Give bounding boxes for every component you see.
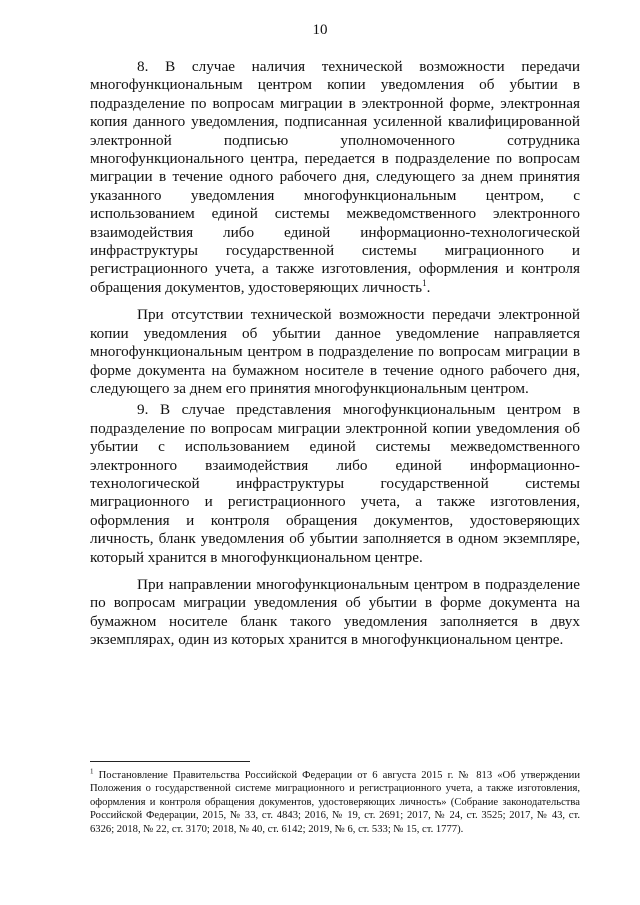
page-number: 10 <box>312 22 328 38</box>
document-body <box>90 58 580 653</box>
paragraph-9: 9. В случае представления многофункциональным центром в подразделение по вопросам миграции электронной копии уведомления об убытии с использованием единой системы межведомственного электронного взаимодействия либо единой информационно-технологической инфраструктуры государственной системы миграционного и регистрационного учета, а также изготовления, оформления и контроля обращения документов, удостоверяющих личность, бланк уведомления об убытии заполняется в одном экземпляре, который хранится в многофункциональном центре. <box>90 401 580 566</box>
footnote <box>90 769 580 836</box>
footnote-reference: 1 <box>422 277 427 288</box>
paragraph-8-continuation: При отсутствии технической возможности передачи электронной копии уведомления об убытии данное уведомление направляется многофункциональным центром в подразделение по вопросам миграции в форме документа на бумажном носителе в течение одного рабочего дня, следующего за днем его принятия многофункциональным центром. <box>90 306 580 397</box>
paragraph-8 <box>90 58 580 297</box>
footnote-text: Постановление Правительства Российской Федерации от 6 августа 2015 г. № 813 «Об утверждении Положения о государственной системе миграционного и регистрационного учета, а также изготовления, оформления и контроля обращения документов, удостоверяющих личность» (Собрание законодательства Российской Федерации, 2015, № 33, ст. 4843; 2016, № 19, ст. 2691; 2017, № 24, ст. 3525; 2017, № 43, ст. 6326; 2018, № 22, ст. 3170; 2018, № 40, ст. 6142; 2019, № 6, ст. 533; № 15, ст. 1777). <box>90 770 580 835</box>
paragraph-9-continuation: При направлении многофункциональным центром в подразделение по вопросам миграции уведомления об убытии в форме документа на бумажном носителе бланк такого уведомления заполняется в двух экземплярах, один из которых хранится в многофункциональном центре. <box>90 575 580 649</box>
paragraph-8-text: 8. В случае наличия технической возможности передачи многофункциональным центром копии уведомления об убытии в подразделение по вопросам миграции в электронной форме, электронная копия данного уведомления, подписанная усиленной квалифицированной электронной подписью уполномоченного сотрудника многофункционального центра, передается в подразделение по вопросам миграции в течение одного рабочего дня, следующего за днем принятия указанного уведомления многофункциональным центром, с использованием единой системы межведомственного электронного взаимодействия либо единой информационно-технологической инфраструктуры государственной системы миграционного и регистрационного учета, а также изготовления, оформления и контроля обращения документов, удостоверяющих личность <box>90 58 580 296</box>
footnote-divider <box>90 761 250 762</box>
footnote-marker: 1 <box>90 767 94 776</box>
paragraph-8-tail: . <box>426 278 431 296</box>
